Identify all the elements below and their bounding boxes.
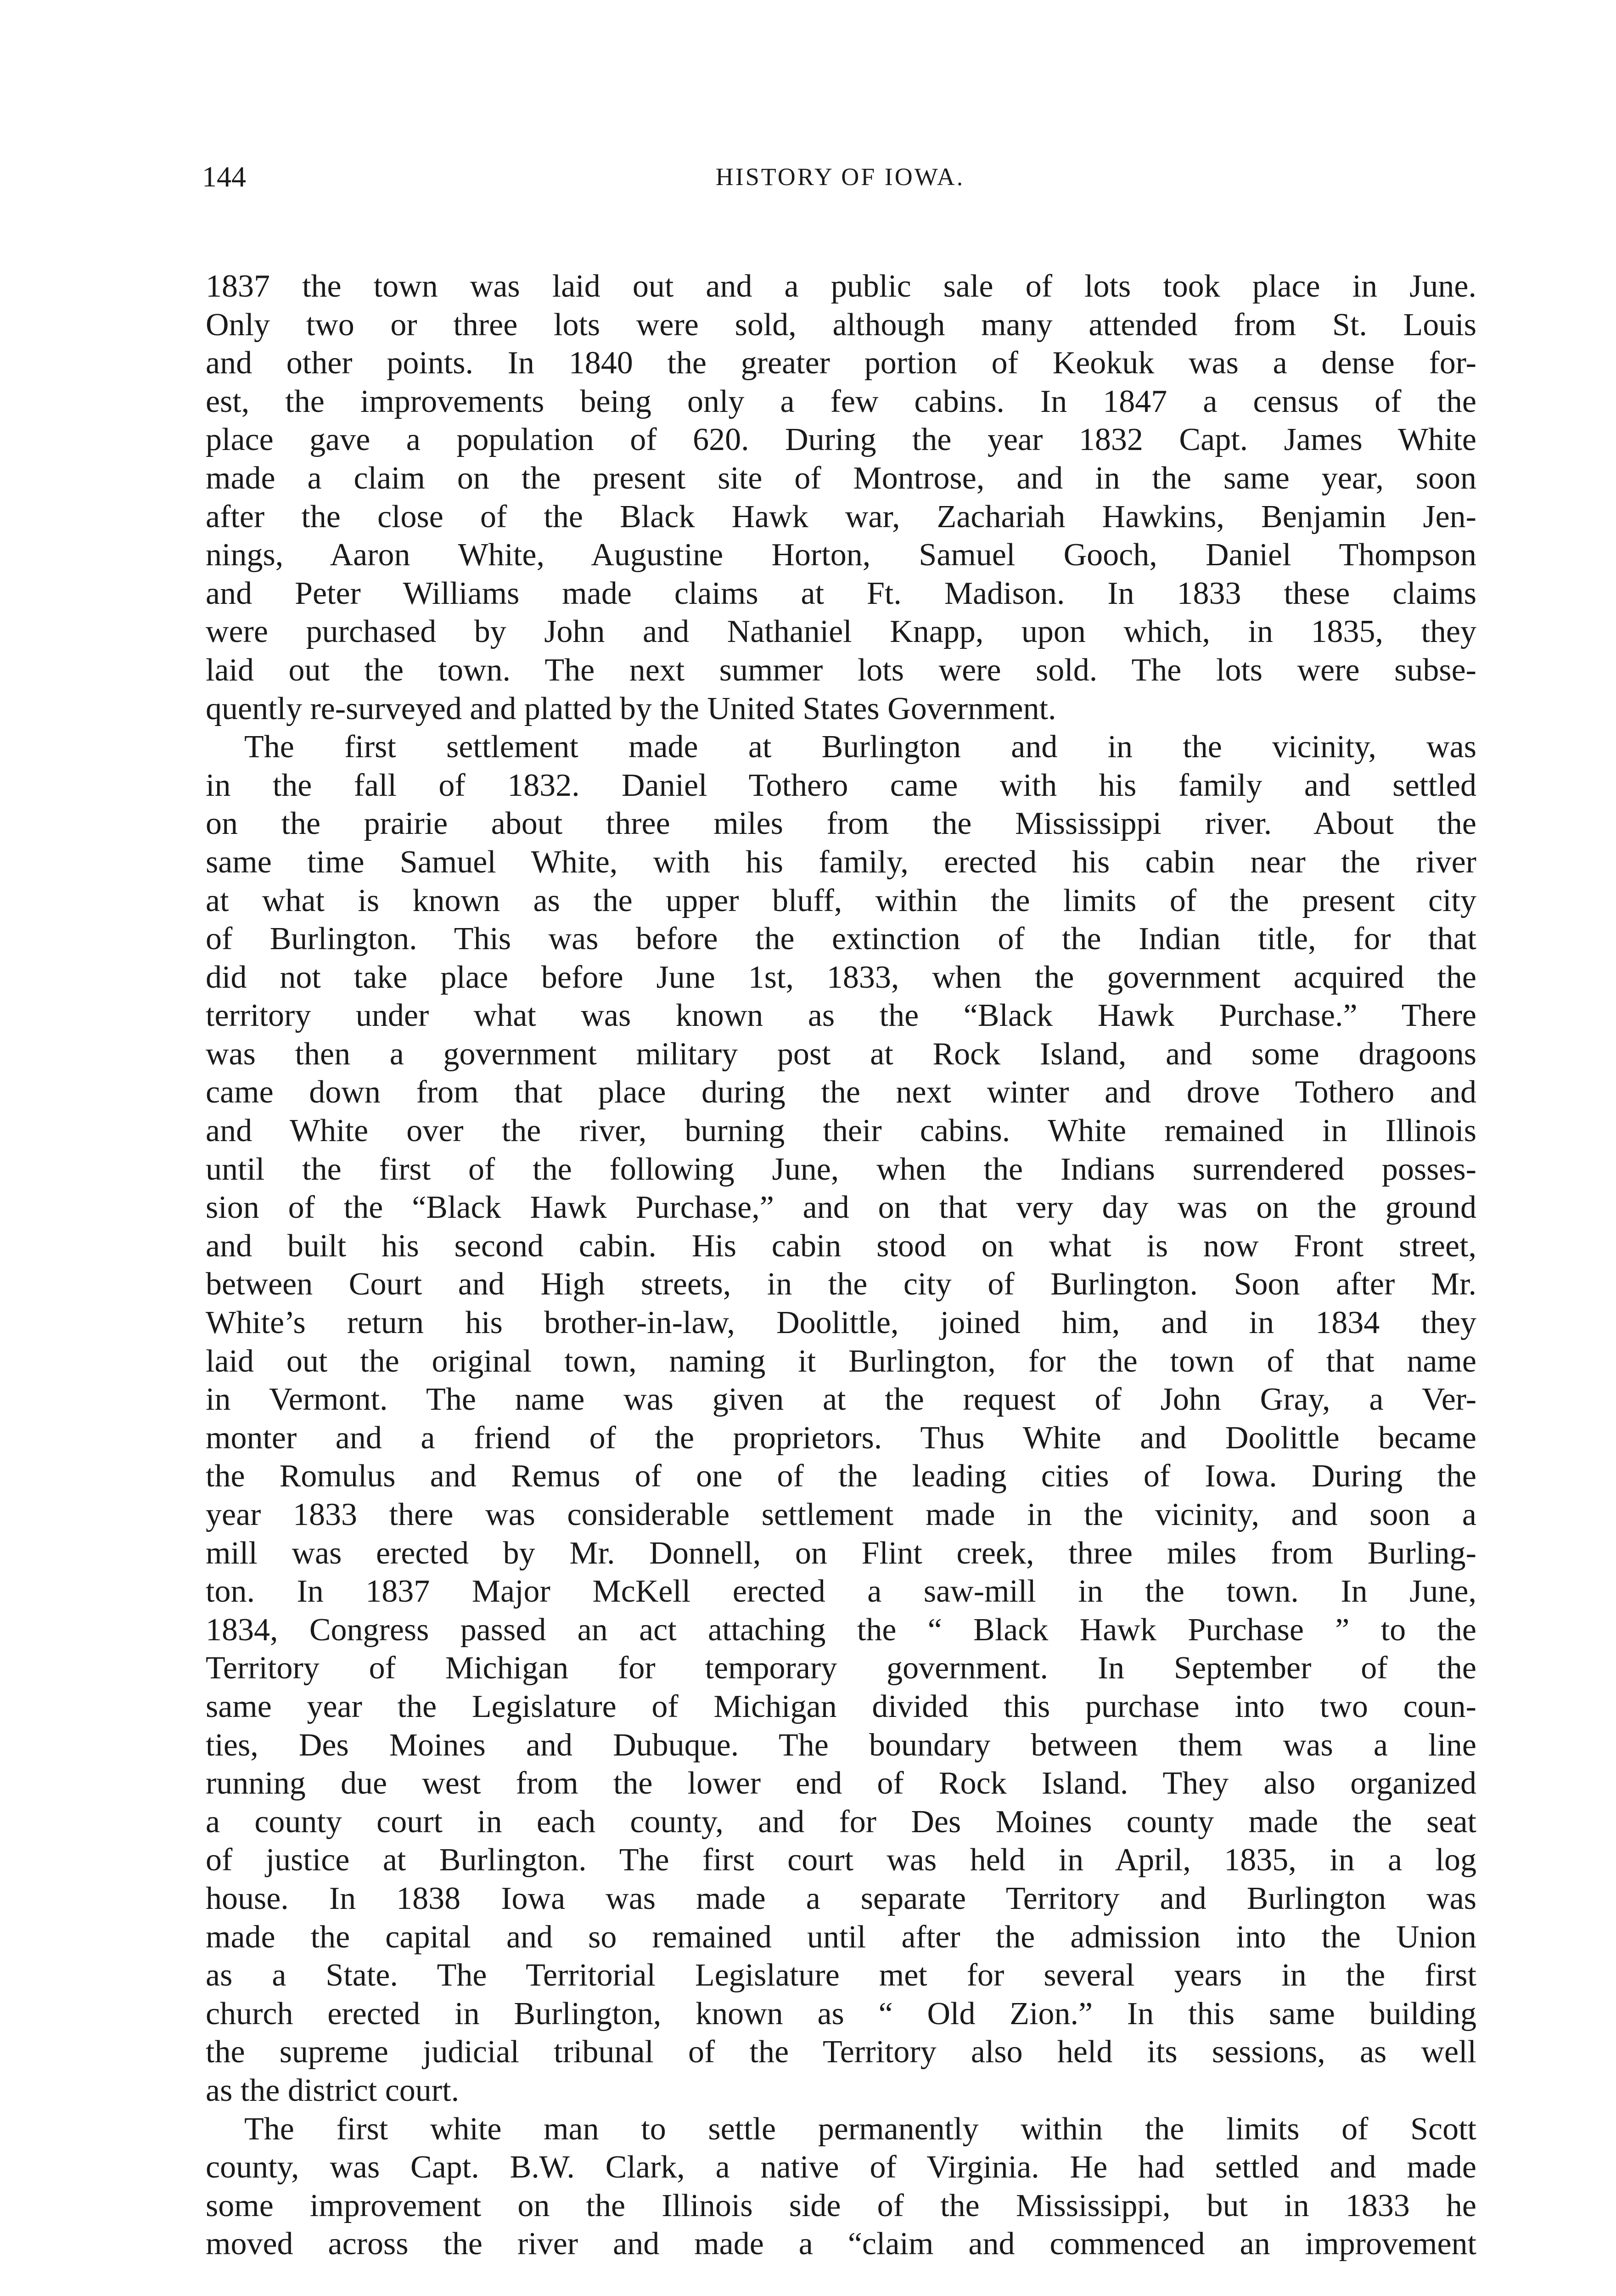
paragraph-scott-county — [206, 2110, 1476, 2263]
text-line: White’s return his brother-in-law, Doolittle, joined him, and in 1834 they — [206, 1305, 1476, 1341]
text-line: of justice at Burlington. The first court was held in April, 1835, in a log — [206, 1842, 1476, 1878]
text-line: territory under what was known as the “Black Hawk Purchase.” There — [206, 998, 1476, 1034]
text-line: were purchased by John and Nathaniel Knapp, upon which, in 1835, they — [206, 614, 1476, 650]
text-line: laid out the original town, naming it Burlington, for the town of that name — [206, 1343, 1476, 1379]
text-line: mill was erected by Mr. Donnell, on Flint creek, three miles from Burling- — [206, 1535, 1476, 1571]
text-line: came down from that place during the next winter and drove Tothero and — [206, 1075, 1476, 1110]
text-line: and built his second cabin. His cabin stood on what is now Front street, — [206, 1228, 1476, 1264]
text-line: made a claim on the present site of Montrose, and in the same year, soon — [206, 460, 1476, 496]
page-number: 144 — [202, 160, 246, 193]
text-line: year 1833 there was considerable settlement made in the vicinity, and soon a — [206, 1497, 1476, 1532]
text-line: at what is known as the upper bluff, within the limits of the present city — [206, 883, 1476, 918]
paragraph-burlington-settlement — [206, 728, 1476, 2110]
text-line: house. In 1838 Iowa was made a separate Territory and Burlington was — [206, 1880, 1476, 1916]
text-line: laid out the town. The next summer lots were sold. The lots were subse- — [206, 652, 1476, 688]
text-line: moved across the river and made a “claim and commenced an improvement — [206, 2226, 1476, 2262]
text-line: ties, Des Moines and Dubuque. The boundary between them was a line — [206, 1727, 1476, 1763]
text-line: until the first of the following June, when the Indians surrendered posses- — [206, 1151, 1476, 1187]
text-line: between Court and High streets, in the city of Burlington. Soon after Mr. — [206, 1266, 1476, 1302]
text-line: of Burlington. This was before the extinction of the Indian title, for that — [206, 921, 1476, 957]
text-line: and White over the river, burning their cabins. White remained in Illinois — [206, 1113, 1476, 1149]
text-line: Only two or three lots were sold, although many attended from St. Louis — [206, 307, 1476, 343]
text-line: Territory of Michigan for temporary government. In September of the — [206, 1650, 1476, 1686]
paragraph-keokuk-montrose-madison — [206, 267, 1476, 728]
text-line: The first settlement made at Burlington and in the vicinity, was — [244, 729, 1476, 765]
text-line: in Vermont. The name was given at the request of John Gray, a Ver- — [206, 1382, 1476, 1418]
text-line: running due west from the lower end of Rock Island. They also organized — [206, 1766, 1476, 1801]
text-line: some improvement on the Illinois side of the Mississippi, but in 1833 he — [206, 2188, 1476, 2223]
running-title: HISTORY OF IOWA. — [715, 163, 965, 191]
text-line: as a State. The Territorial Legislature met for several years in the first — [206, 1958, 1476, 1993]
text-line: after the close of the Black Hawk war, Zachariah Hawkins, Benjamin Jen- — [206, 499, 1476, 535]
text-line: in the fall of 1832. Daniel Tothero came with his family and settled — [206, 767, 1476, 803]
text-line: 1834, Congress passed an act attaching the “ Black Hawk Purchase ” to the — [206, 1612, 1476, 1648]
text-line: made the capital and so remained until after the admission into the Union — [206, 1919, 1476, 1955]
text-line: church erected in Burlington, known as “ Old Zion.” In this same building — [206, 1996, 1476, 2032]
text-line: est, the improvements being only a few cabins. In 1847 a census of the — [206, 383, 1476, 419]
text-line: monter and a friend of the proprietors. Thus White and Doolittle became — [206, 1420, 1476, 1456]
text-line: ton. In 1837 Major McKell erected a saw-mill in the town. In June, — [206, 1574, 1476, 1609]
text-line: a county court in each county, and for Des Moines county made the seat — [206, 1804, 1476, 1840]
text-line: the Romulus and Remus of one of the leading cities of Iowa. During the — [206, 1458, 1476, 1494]
text-line: place gave a population of 620. During the year 1832 Capt. James White — [206, 422, 1476, 458]
text-line: and other points. In 1840 the greater portion of Keokuk was a dense for- — [206, 345, 1476, 381]
text-line: quently re-surveyed and platted by the United States Government. — [206, 691, 1056, 726]
text-line: same year the Legislature of Michigan divided this purchase into two coun- — [206, 1688, 1476, 1724]
text-line: sion of the “Black Hawk Purchase,” and on that very day was on the ground — [206, 1190, 1476, 1226]
text-line: county, was Capt. B.W. Clark, a native of Virginia. He had settled and made — [206, 2150, 1476, 2185]
running-head — [202, 158, 1478, 195]
text-line: on the prairie about three miles from the Mississippi river. About the — [206, 806, 1476, 842]
text-line: same time Samuel White, with his family, erected his cabin near the river — [206, 844, 1476, 880]
text-line: and Peter Williams made claims at Ft. Madison. In 1833 these claims — [206, 575, 1476, 611]
text-line: as the district court. — [206, 2072, 460, 2108]
text-line: the supreme judicial tribunal of the Territory also held its sessions, as well — [206, 2034, 1476, 2070]
text-line: nings, Aaron White, Augustine Horton, Samuel Gooch, Daniel Thompson — [206, 537, 1476, 573]
text-line: was then a government military post at Rock Island, and some dragoons — [206, 1036, 1476, 1072]
body-text — [206, 267, 1476, 2263]
text-line: The first white man to settle permanently within the limits of Scott — [244, 2111, 1476, 2147]
text-line: did not take place before June 1st, 1833, when the government acquired the — [206, 959, 1476, 995]
text-line: 1837 the town was laid out and a public sale of lots took place in June. — [206, 269, 1476, 304]
